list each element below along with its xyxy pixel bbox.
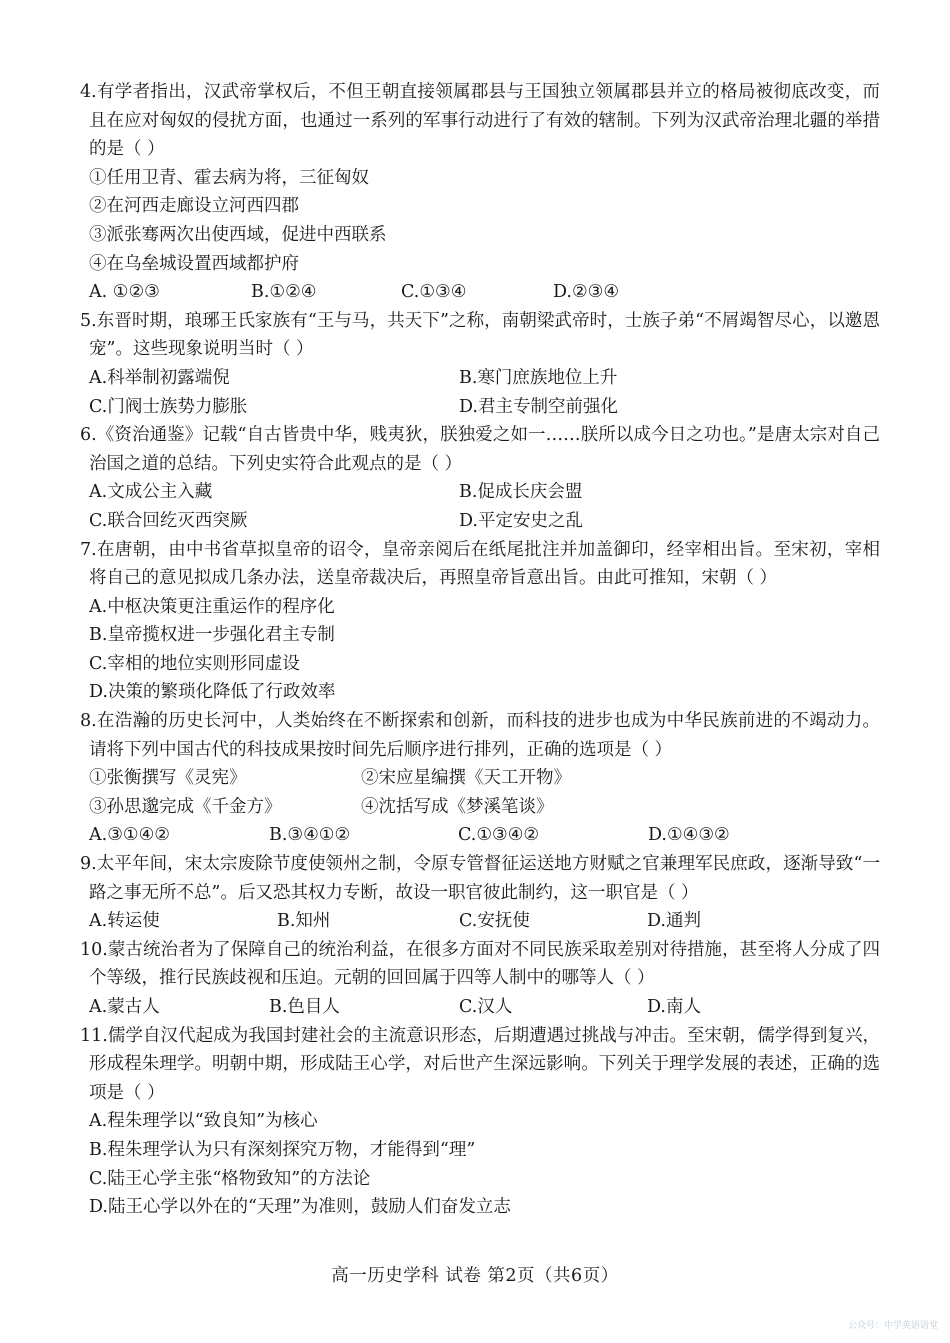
option-c: C.陆王心学主张“格物致知”的方法论 [89, 1168, 371, 1189]
question-stem: 4.有学者指出，汉武帝掌权后，不但王朝直接领属郡县与王国独立领属郡县并立的格局被彻底改变，而且在应对匈奴的侵扰方面，也通过一系列的军事行动进行了有效的辖制。下列为汉武帝治理北疆的举措的是（ ） [80, 82, 880, 160]
statement-item: ②宋应星编撰《天工开物》 [361, 768, 571, 789]
option-a: A. ①②③ [89, 282, 160, 303]
page-footer: 高一历史学科 试卷 第2页（共6页） [331, 1266, 619, 1286]
option-b: B.程朱理学认为只有深刻探究万物，才能得到“理” [89, 1139, 476, 1160]
question-5 [80, 307, 880, 421]
option-d: D.②③④ [553, 282, 620, 303]
option-row [80, 393, 880, 422]
question-11 [80, 1022, 880, 1222]
option-b: B.①②④ [251, 282, 317, 303]
option-b: B.促成长庆会盟 [459, 482, 583, 503]
option-d: D.通判 [647, 911, 701, 932]
question-10 [80, 936, 880, 1022]
question-8 [80, 707, 880, 850]
option-c: C.①③④② [458, 825, 540, 846]
option-row [80, 507, 880, 536]
option-c: C.安抚使 [459, 911, 530, 932]
statement-item: ④沈括写成《梦溪笔谈》 [361, 796, 554, 817]
option-b: B.色目人 [269, 997, 340, 1017]
statement-item: ③派张骞两次出使西域，促进中西联系 [89, 224, 387, 245]
option-a: A.程朱理学以“致良知”为核心 [89, 1111, 318, 1132]
statement-item: ④在乌垒城设置西域都护府 [89, 253, 299, 274]
option-c: C.汉人 [459, 997, 513, 1017]
option-d: D.①④③② [648, 825, 730, 846]
question-4 [80, 78, 880, 307]
statement-item: ①任用卫青、霍去病为将，三征匈奴 [89, 167, 369, 188]
option-c: C.门阀士族势力膨胀 [89, 396, 248, 417]
option-row [80, 278, 880, 307]
statement-item: ③孙思邈完成《千金方》 [89, 796, 282, 817]
option-c: C.宰相的地位实则形同虚设 [89, 653, 300, 674]
option-b: B.③④①② [269, 825, 351, 846]
question-stem: 8.在浩瀚的历史长河中，人类始终在不断探索和创新，而科技的进步也成为中华民族前进的不竭动力。请将下列中国古代的科技成果按时间先后顺序进行排列，正确的选项是（ ） [80, 711, 880, 760]
option-d: D.平定安史之乱 [459, 510, 583, 531]
option-a: A.文成公主入藏 [89, 482, 213, 503]
watermark: 公众号：中学英语语堂 [847, 1321, 938, 1331]
question-6 [80, 421, 880, 535]
option-a: A.中枢决策更注重运作的程序化 [89, 596, 335, 617]
option-a: A.科举制初露端倪 [89, 367, 230, 388]
question-stem: 11.儒学自汉代起成为我国封建社会的主流意识形态，后期遭遇过挑战与冲击。至宋朝，儒学得到复兴，形成程朱理学。明朝中期，形成陆王心学，对后世产生深远影响。下列关于理学发展的表述，正确的选项是（ ） [80, 1025, 880, 1103]
option-row [80, 821, 880, 850]
option-d: D.君主专制空前强化 [459, 396, 618, 417]
option-d: D.陆王心学以外在的“天理”为准则，鼓励人们奋发立志 [89, 1197, 511, 1218]
option-b: B.皇帝揽权进一步强化君主专制 [89, 625, 335, 646]
option-b: B.寒门庶族地位上升 [459, 367, 618, 388]
option-a: A.③①④② [89, 825, 170, 846]
option-d: D.南人 [647, 997, 701, 1017]
option-row [80, 478, 880, 507]
option-d: D.决策的繁琐化降低了行政效率 [89, 682, 336, 703]
statement-row [80, 793, 880, 822]
option-row [80, 993, 880, 1022]
statement-row [80, 764, 880, 793]
option-c: C.①③④ [401, 282, 467, 303]
option-a: A.转运使 [89, 911, 160, 932]
statement-item: ②在河西走廊设立河西四郡 [89, 196, 299, 217]
statement-item: ①张衡撰写《灵宪》 [89, 768, 247, 789]
option-c: C.联合回纥灭西突厥 [89, 510, 248, 531]
question-stem: 10.蒙古统治者为了保障自己的统治利益，在很多方面对不同民族采取差别对待措施，甚至将人分成了四个等级，推行民族歧视和压迫。元朝的回回属于四等人制中的哪等人（ ） [80, 939, 880, 989]
option-a: A.蒙古人 [89, 997, 160, 1017]
option-b: B.知州 [277, 911, 331, 932]
question-stem: 5.东晋时期，琅琊王氏家族有“王与马，共天下”之称，南朝梁武帝时，士族子弟“不屑竭智尽心，以邀恩宠”。这些现象说明当时（ ） [80, 310, 880, 360]
question-stem: 9.太平年间，宋太宗废除节度使领州之制，令原专管督征运送地方财赋之官兼理军民庶政，逐渐导致“一路之事无所不总”。后又恐其权力专断，故设一职官彼此制约，这一职官是（ ） [80, 854, 880, 903]
question-9 [80, 850, 880, 936]
option-row [80, 364, 880, 393]
question-7 [80, 536, 880, 708]
option-row [80, 907, 880, 936]
question-list [80, 78, 880, 1222]
question-stem: 6.《资治通鉴》记载“自古皆贵中华，贱夷狄，朕独爱之如一……朕所以成今日之功也。”是唐太宗对自己治国之道的总结。下列史实符合此观点的是（ ） [80, 425, 880, 474]
question-stem: 7.在唐朝，由中书省草拟皇帝的诏令，皇帝亲阅后在纸尾批注并加盖御印，经宰相出旨。至宋初，宰相将自己的意见拟成几条办法，送皇帝裁决后，再照皇帝旨意出旨。由此可推知，宋朝（ ） [80, 539, 880, 589]
